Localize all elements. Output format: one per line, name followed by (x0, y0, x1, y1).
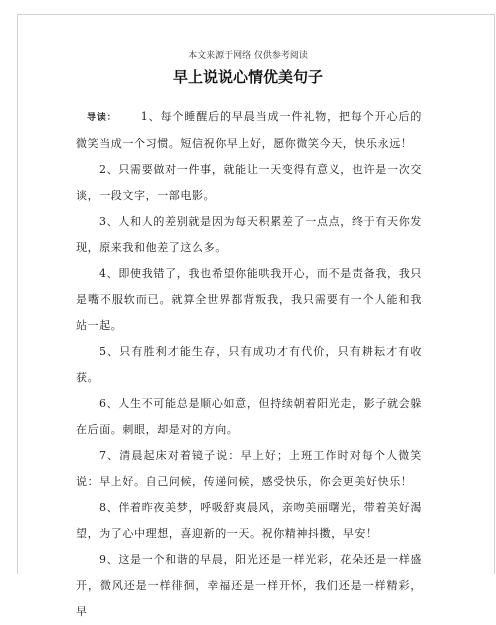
paragraph-6: 6、人生不可能总是顺心如意，但持续朝着阳光走，影子就会躲在后面。刺眼，却是对的方向。 (76, 397, 422, 436)
article-body (76, 104, 422, 625)
paragraph-9: 9、这是一个和谐的早晨，阳光还是一样光彩，花朵还是一样盛开，微风还是一样徘徊，幸福还是一样开怀，我们还是一样精彩，早 (76, 553, 422, 618)
paragraph-1-text: 1、每个睡醒后的早晨当成一件礼物，把每个开心后的微笑当成一个习惯。短信祝你早上好，愿你微笑今天，快乐永远！ (76, 110, 422, 150)
source-note: 本文来源于网络 仅供参考阅读 (188, 51, 308, 61)
paragraph-3: 3、人和人的差别就是因为每天积累差了一点点，终于有天你发现，原来我和他差了这么多。 (76, 215, 422, 254)
paragraph-5: 5、只有胜利才能生存，只有成功才有代价，只有耕耘才有收获。 (76, 345, 422, 384)
paragraph-7: 7、清晨起床对着镜子说：早上好；上班工作时对每个人微笑说：早上好。自己问候，传递问候，感受快乐，你会更美好快乐！ (76, 449, 422, 488)
paragraph-8: 8、伴着昨夜美梦，呼吸舒爽晨风，亲吻美丽曙光，带着美好渴望，为了心中理想，喜迎新的一天。祝你精神抖擞，早安！ (76, 501, 422, 540)
paragraph-2: 2、只需要做对一件事，就能让一天变得有意义，也许是一次交谈，一段文字，一部电影。 (76, 163, 422, 202)
lead-label: 导读： (87, 113, 117, 123)
document-title: 早上说说心情优美句子 (172, 68, 323, 86)
paragraph-1 (76, 104, 422, 157)
paragraph-4: 4、即使我错了，我也希望你能哄我开心，而不是责备我，我只是嘴不服软而已。就算全世界都背叛我，我只需要有一个人能和我站一起。 (76, 267, 422, 332)
